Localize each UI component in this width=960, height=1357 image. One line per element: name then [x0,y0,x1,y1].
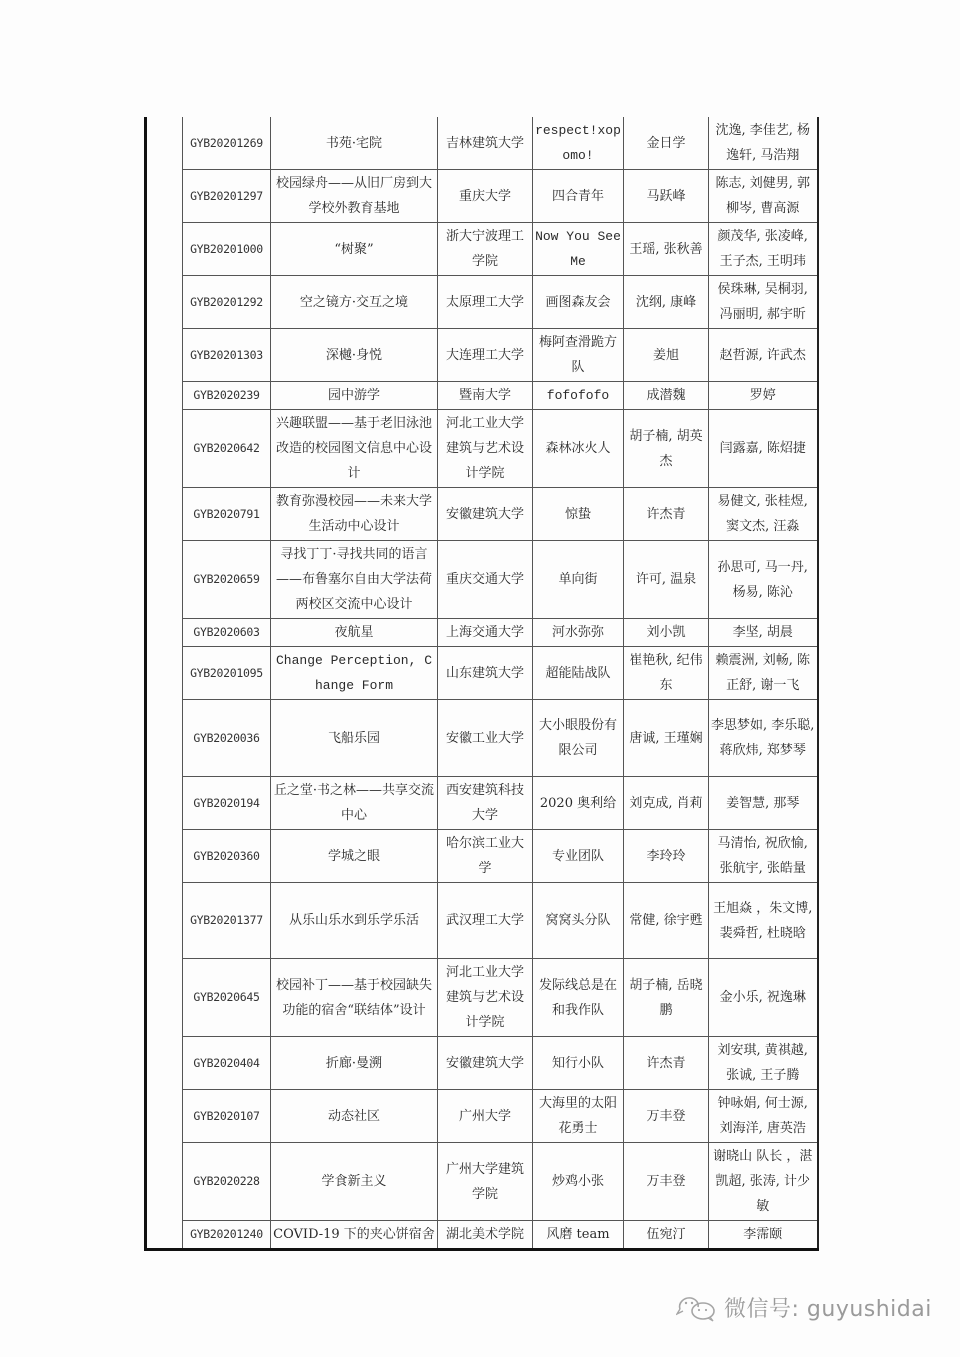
cell-blank-margin [146,170,183,223]
cell-team-name: 专业团队 [533,830,624,883]
table-row [146,619,818,647]
cell-project-title: 空之镜方·交互之境 [271,276,438,329]
cell-project-code: GYB2020603 [183,619,271,647]
cell-team-members: 马清怡, 祝欣愉, 张航宇, 张皓量 [709,830,818,883]
table-row [146,223,818,276]
cell-blank-margin [146,647,183,700]
cell-school: 暨南大学 [438,382,533,410]
cell-advisor: 许杰青 [624,488,709,541]
cell-school: 浙大宁波理工学院 [438,223,533,276]
cell-project-code: GYB2020239 [183,382,271,410]
cell-school: 太原理工大学 [438,276,533,329]
cell-team-members: 金小乐, 祝逸琳 [709,959,818,1037]
cell-team-members: 李坚, 胡晨 [709,619,818,647]
table-row [146,1221,818,1250]
cell-team-members: 陈志, 刘健男, 郭柳岑, 曹高源 [709,170,818,223]
cell-project-title: COVID-19 下的夹心饼宿舍 [271,1221,438,1250]
cell-blank-margin [146,959,183,1037]
table-row [146,117,818,170]
cell-team-name: 大海里的太阳花勇士 [533,1090,624,1143]
cell-blank-margin [146,1090,183,1143]
cell-team-members: 沈逸, 李佳艺, 杨逸轩, 马浩翔 [709,117,818,170]
cell-team-members: 王旭焱 ，朱文博, 裴舜哲, 杜晓晗 [709,883,818,959]
table-row [146,830,818,883]
table-row [146,1143,818,1221]
cell-project-code: GYB20201000 [183,223,271,276]
cell-project-title: 学城之眼 [271,830,438,883]
cell-team-members: 罗婷 [709,382,818,410]
cell-advisor: 常健, 徐宇甦 [624,883,709,959]
cell-project-title: 深樾·身悦 [271,329,438,382]
cell-team-members: 闫露嘉, 陈炤捷 [709,410,818,488]
cell-advisor: 沈纲, 康峰 [624,276,709,329]
wechat-icon [676,1293,718,1323]
table-row [146,488,818,541]
cell-school: 安徽建筑大学 [438,1037,533,1090]
cell-team-name: 窝窝头分队 [533,883,624,959]
cell-team-name: 梅阿查滑跪方队 [533,329,624,382]
cell-project-code: GYB20201269 [183,117,271,170]
cell-advisor: 李玲玲 [624,830,709,883]
cell-project-code: GYB20201303 [183,329,271,382]
cell-team-name: 知行小队 [533,1037,624,1090]
cell-advisor: 马跃峰 [624,170,709,223]
cell-advisor: 金日学 [624,117,709,170]
cell-blank-margin [146,1143,183,1221]
table-row [146,541,818,619]
cell-project-code: GYB2020659 [183,541,271,619]
cell-school: 河北工业大学建筑与艺术设计学院 [438,959,533,1037]
award-list-table [144,117,819,1251]
table-row [146,276,818,329]
table-row [146,777,818,830]
cell-advisor: 刘小凯 [624,619,709,647]
table-row [146,700,818,777]
watermark-text: 微信号: guyushidai [724,1297,932,1322]
cell-school: 湖北美术学院 [438,1221,533,1250]
award-list-table-wrapper [144,117,816,1251]
cell-advisor: 许杰青 [624,1037,709,1090]
cell-project-title: 校园补丁——基于校园缺失功能的宿舍“联结体”设计 [271,959,438,1037]
table-row [146,1090,818,1143]
cell-team-name: 超能陆战队 [533,647,624,700]
cell-blank-margin [146,619,183,647]
cell-advisor: 伍宛汀 [624,1221,709,1250]
table-row [146,647,818,700]
cell-project-title: 兴趣联盟——基于老旧泳池改造的校园图文信息中心设计 [271,410,438,488]
table-row [146,959,818,1037]
cell-school: 西安建筑科技大学 [438,777,533,830]
cell-project-code: GYB2020228 [183,1143,271,1221]
cell-project-title: 动态社区 [271,1090,438,1143]
cell-project-title: 丘之堂·书之林——共享交流中心 [271,777,438,830]
cell-team-members: 刘安琪, 黄祺越, 张诚, 王子腾 [709,1037,818,1090]
cell-school: 武汉理工大学 [438,883,533,959]
table-row [146,883,818,959]
cell-project-title: 学食新主义 [271,1143,438,1221]
cell-project-code: GYB2020645 [183,959,271,1037]
cell-project-title: 夜航星 [271,619,438,647]
cell-project-code: GYB2020404 [183,1037,271,1090]
cell-team-name: 炒鸡小张 [533,1143,624,1221]
cell-team-name: 四合青年 [533,170,624,223]
cell-team-name: 河水弥弥 [533,619,624,647]
cell-team-name: respect!xopomo! [533,117,624,170]
cell-team-name: 森林冰火人 [533,410,624,488]
table-row [146,410,818,488]
cell-team-members: 李思梦如, 李乐聪, 蒋欣炜, 郑梦琴 [709,700,818,777]
cell-blank-margin [146,883,183,959]
cell-blank-margin [146,223,183,276]
cell-team-name: Now You See Me [533,223,624,276]
cell-project-code: GYB20201377 [183,883,271,959]
cell-project-code: GYB2020360 [183,830,271,883]
cell-blank-margin [146,700,183,777]
cell-team-members: 侯珠琳, 吴桐羽, 冯丽明, 郝宇昕 [709,276,818,329]
table-row [146,170,818,223]
cell-advisor: 唐诚, 王瑾娴 [624,700,709,777]
cell-advisor: 成潜魏 [624,382,709,410]
cell-team-members: 赵哲源, 许武杰 [709,329,818,382]
cell-advisor: 万丰登 [624,1090,709,1143]
cell-school: 大连理工大学 [438,329,533,382]
cell-advisor: 胡子楠, 岳晓鹏 [624,959,709,1037]
cell-school: 哈尔滨工业大学 [438,830,533,883]
cell-school: 广州大学建筑学院 [438,1143,533,1221]
cell-team-members: 李霈颐 [709,1221,818,1250]
cell-blank-margin [146,1037,183,1090]
cell-blank-margin [146,488,183,541]
cell-project-code: GYB20201095 [183,647,271,700]
cell-project-code: GYB20201292 [183,276,271,329]
cell-blank-margin [146,329,183,382]
cell-project-title: 从乐山乐水到乐学乐活 [271,883,438,959]
cell-team-name: 惊蛰 [533,488,624,541]
cell-project-title: 教育弥漫校园——未来大学生活动中心设计 [271,488,438,541]
watermark [676,1292,932,1323]
cell-school: 安徽建筑大学 [438,488,533,541]
cell-project-title: 园中游学 [271,382,438,410]
cell-blank-margin [146,276,183,329]
cell-team-name: 单向街 [533,541,624,619]
cell-project-title: 飞船乐园 [271,700,438,777]
cell-team-name: fofofofo [533,382,624,410]
cell-team-members: 赖震洲, 刘畅, 陈正舒, 谢一飞 [709,647,818,700]
cell-blank-margin [146,541,183,619]
cell-advisor: 许可, 温泉 [624,541,709,619]
cell-school: 河北工业大学建筑与艺术设计学院 [438,410,533,488]
cell-advisor: 崔艳秋, 纪伟东 [624,647,709,700]
cell-project-code: GYB2020642 [183,410,271,488]
cell-project-code: GYB2020107 [183,1090,271,1143]
cell-team-name: 大小眼股份有限公司 [533,700,624,777]
cell-project-code: GYB20201240 [183,1221,271,1250]
cell-team-members: 谢晓山 队长 ，湛凯超, 张涛, 计少敏 [709,1143,818,1221]
cell-team-members: 易健文, 张桂煜, 窦文杰, 汪淼 [709,488,818,541]
cell-blank-margin [146,1221,183,1250]
cell-project-code: GYB2020036 [183,700,271,777]
cell-project-title: Change Perception, Change Form [271,647,438,700]
cell-school: 重庆大学 [438,170,533,223]
cell-school: 上海交通大学 [438,619,533,647]
cell-team-members: 颜茂华, 张凌峰, 王子杰, 王明玮 [709,223,818,276]
cell-project-title: 折廊·曼溯 [271,1037,438,1090]
cell-project-code: GYB2020791 [183,488,271,541]
cell-team-name: 画图森友会 [533,276,624,329]
cell-team-members: 孙思可, 马一丹, 杨易, 陈沁 [709,541,818,619]
cell-blank-margin [146,777,183,830]
cell-project-code: GYB20201297 [183,170,271,223]
table-row [146,329,818,382]
cell-project-title: 校园绿舟——从旧厂房到大学校外教育基地 [271,170,438,223]
cell-school: 广州大学 [438,1090,533,1143]
cell-advisor: 姜旭 [624,329,709,382]
cell-school: 山东建筑大学 [438,647,533,700]
cell-school: 重庆交通大学 [438,541,533,619]
cell-team-members: 姜智慧, 那琴 [709,777,818,830]
cell-blank-margin [146,410,183,488]
cell-school: 吉林建筑大学 [438,117,533,170]
table-row [146,382,818,410]
cell-project-title: 寻找丁丁·寻找共同的语言——布鲁塞尔自由大学法荷两校区交流中心设计 [271,541,438,619]
cell-advisor: 胡子楠, 胡英杰 [624,410,709,488]
cell-school: 安徽工业大学 [438,700,533,777]
cell-team-members: 钟咏娟, 何士源, 刘海洋, 唐英浩 [709,1090,818,1143]
table-row [146,1037,818,1090]
table-body [146,117,818,1250]
cell-team-name: 2020 奥利给 [533,777,624,830]
cell-project-code: GYB2020194 [183,777,271,830]
cell-advisor: 万丰登 [624,1143,709,1221]
cell-blank-margin [146,830,183,883]
cell-blank-margin [146,117,183,170]
cell-project-title: “树聚” [271,223,438,276]
cell-blank-margin [146,382,183,410]
cell-team-name: 风磨 team [533,1221,624,1250]
cell-advisor: 王瑶, 张秋善 [624,223,709,276]
cell-team-name: 发际线总是在和我作队 [533,959,624,1037]
cell-project-title: 书苑·宅院 [271,117,438,170]
cell-advisor: 刘克成, 肖莉 [624,777,709,830]
